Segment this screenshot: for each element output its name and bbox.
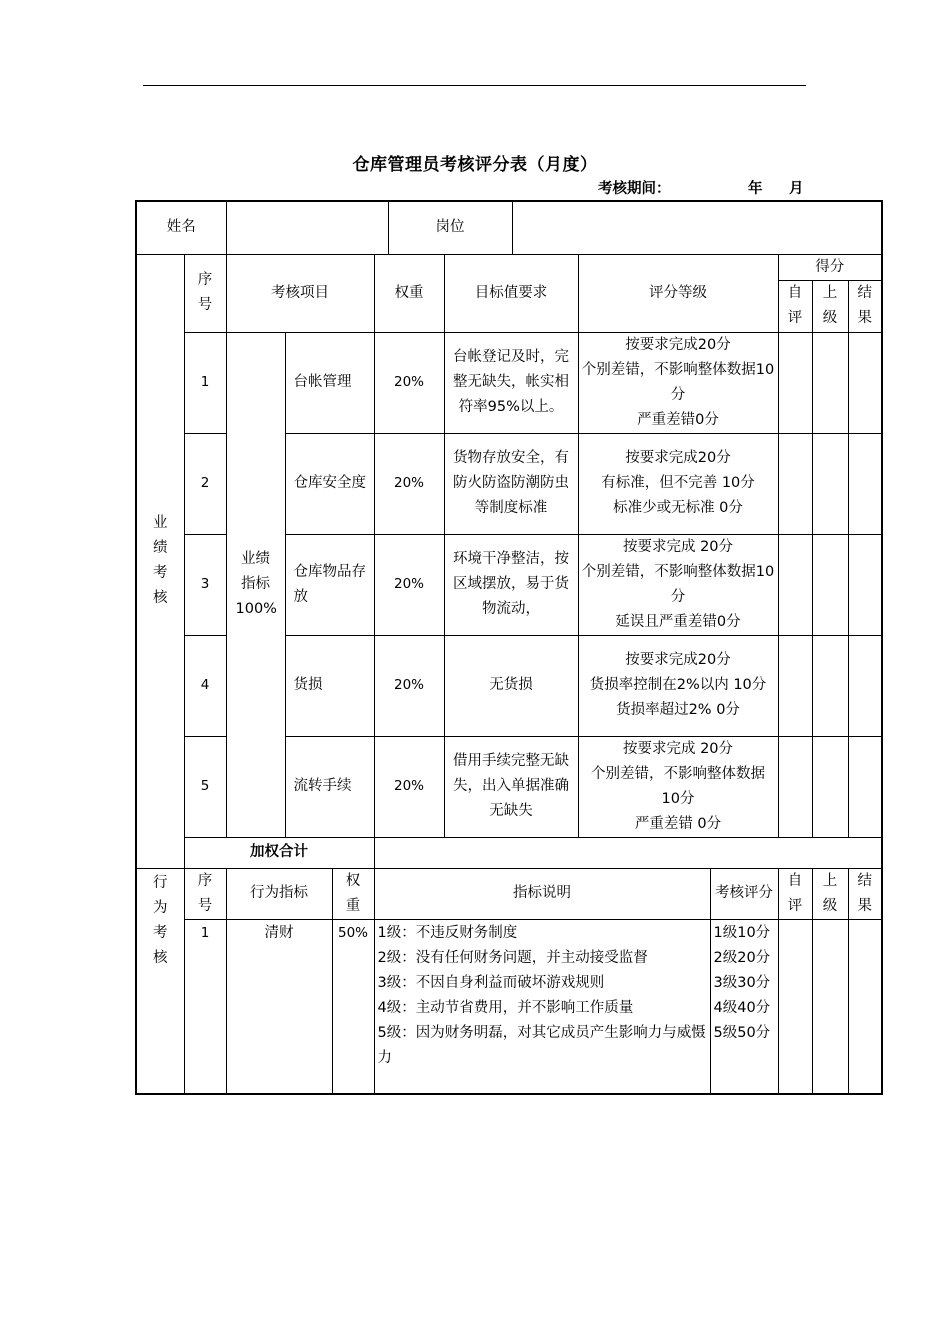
perf-col-target: 目标值要求 xyxy=(444,254,578,332)
perf-grade xyxy=(578,433,778,534)
beh-weight: 50% xyxy=(332,919,374,1094)
beh-col-indicator: 行为指标 xyxy=(226,868,332,919)
perf-item: 仓库安全度 xyxy=(285,433,374,534)
perf-col-self: 自评 xyxy=(778,280,812,332)
beh-col-weight: 权重 xyxy=(332,868,374,919)
grade-line: 货损率超过2% 0分 xyxy=(616,702,740,718)
beh-col-desc: 指标说明 xyxy=(374,868,710,919)
level-line: 5级50分 xyxy=(713,1024,771,1041)
behavior-section-label: 行为考核 xyxy=(136,868,184,1094)
perf-superior-score[interactable] xyxy=(812,534,848,635)
grade-line: 有标准，但不完善 10分 xyxy=(601,475,755,491)
grade-line: 个别差错，不影响整体数据10分 xyxy=(581,563,775,605)
level-line: 3级30分 xyxy=(713,974,771,991)
desc-line: 1级：不违反财务制度 xyxy=(377,924,518,941)
beh-col-result: 结果 xyxy=(848,868,882,919)
perf-col-score: 得分 xyxy=(778,254,882,280)
header-row xyxy=(136,201,882,254)
beh-result-score[interactable] xyxy=(848,919,882,1094)
name-field[interactable] xyxy=(226,201,388,254)
performance-header-row xyxy=(136,254,882,280)
beh-col-self: 自评 xyxy=(778,868,812,919)
perf-self-score[interactable] xyxy=(778,534,812,635)
level-line: 1级10分 xyxy=(713,924,771,941)
weighted-total-label: 加权合计 xyxy=(184,837,374,868)
perf-col-weight: 权重 xyxy=(374,254,444,332)
page-title: 仓库管理员考核评分表（月度） xyxy=(352,155,598,175)
beh-col-seq: 序号 xyxy=(184,868,226,919)
period-year: 年 xyxy=(748,181,763,197)
period-label: 考核期间： xyxy=(598,181,671,197)
grade-line: 按要求完成 20分 xyxy=(622,740,734,757)
perf-seq: 3 xyxy=(184,534,226,635)
beh-desc xyxy=(374,919,710,1094)
perf-self-score[interactable] xyxy=(778,332,812,433)
perf-superior-score[interactable] xyxy=(812,332,848,433)
performance-section-label: 业绩考核 xyxy=(136,254,184,868)
top-rule xyxy=(143,85,806,86)
perf-col-grade: 评分等级 xyxy=(578,254,778,332)
perf-seq: 1 xyxy=(184,332,226,433)
grade-line: 严重差错 0分 xyxy=(634,815,722,832)
perf-weight: 20% xyxy=(374,433,444,534)
position-label: 岗位 xyxy=(388,201,512,254)
weighted-total-value[interactable] xyxy=(374,837,882,868)
name-label: 姓名 xyxy=(136,201,226,254)
perf-grade xyxy=(578,736,778,837)
desc-line: 3级：不因自身利益而破坏游戏规则 xyxy=(377,974,605,991)
perf-item: 台帐管理 xyxy=(285,332,374,433)
perf-weight: 20% xyxy=(374,534,444,635)
perf-grade xyxy=(578,635,778,736)
grade-line: 按要求完成20分 xyxy=(625,336,731,353)
weighted-total-row xyxy=(136,837,882,868)
perf-target: 无货损 xyxy=(444,635,578,736)
perf-col-item: 考核项目 xyxy=(226,254,374,332)
grade-line: 延误且严重差错0分 xyxy=(615,613,741,630)
perf-result-score[interactable] xyxy=(848,332,882,433)
position-field[interactable] xyxy=(512,201,882,254)
perf-self-score[interactable] xyxy=(778,736,812,837)
perf-grade xyxy=(578,332,778,433)
perf-weight: 20% xyxy=(374,635,444,736)
perf-item: 流转手续 xyxy=(285,736,374,837)
perf-superior-score[interactable] xyxy=(812,736,848,837)
beh-indicator: 清财 xyxy=(226,919,332,1094)
perf-col-superior: 上级 xyxy=(812,280,848,332)
table-row xyxy=(136,919,882,1094)
perf-grade xyxy=(578,534,778,635)
level-line: 2级20分 xyxy=(713,949,771,966)
table-row xyxy=(136,332,882,433)
perf-superior-score[interactable] xyxy=(812,635,848,736)
perf-result-score[interactable] xyxy=(848,433,882,534)
behavior-header-row xyxy=(136,868,882,919)
perf-weight: 20% xyxy=(374,332,444,433)
perf-weight: 20% xyxy=(374,736,444,837)
perf-item: 仓库物品存放 xyxy=(285,534,374,635)
perf-seq: 5 xyxy=(184,736,226,837)
period-month: 月 xyxy=(789,181,804,197)
perf-item: 货损 xyxy=(285,635,374,736)
beh-col-superior: 上级 xyxy=(812,868,848,919)
perf-result-score[interactable] xyxy=(848,534,882,635)
level-line: 4级40分 xyxy=(713,999,771,1016)
beh-col-eval: 考核评分 xyxy=(710,868,778,919)
perf-result-score[interactable] xyxy=(848,736,882,837)
perf-seq: 2 xyxy=(184,433,226,534)
perf-target: 台帐登记及时，完整无缺失，帐实相符率95%以上。 xyxy=(444,332,578,433)
grade-line: 标准少或无标准 0分 xyxy=(613,500,743,516)
desc-line: 2级：没有任何财务问题，并主动接受监督 xyxy=(377,949,648,966)
perf-superior-score[interactable] xyxy=(812,433,848,534)
grade-line: 严重差错0分 xyxy=(637,411,719,428)
perf-target: 环境干净整洁，按区域摆放，易于货物流动， xyxy=(444,534,578,635)
grade-line: 个别差错，不影响整体数据 10分 xyxy=(591,765,765,807)
grade-line: 货损率控制在2%以内 10分 xyxy=(589,677,767,693)
grade-line: 按要求完成20分 xyxy=(625,652,731,668)
perf-col-seq: 序号 xyxy=(184,254,226,332)
beh-superior-score[interactable] xyxy=(812,919,848,1094)
assessment-table xyxy=(135,200,883,1095)
perf-result-score[interactable] xyxy=(848,635,882,736)
grade-line: 个别差错，不影响整体数据10分 xyxy=(581,361,775,403)
perf-self-score[interactable] xyxy=(778,635,812,736)
perf-target: 借用手续完整无缺失，出入单据准确无缺失 xyxy=(444,736,578,837)
perf-col-result: 结果 xyxy=(848,280,882,332)
desc-line: 4级：主动节省费用，并不影响工作质量 xyxy=(377,999,634,1016)
perf-self-score[interactable] xyxy=(778,433,812,534)
perf-group-label: 业绩指标100% xyxy=(226,332,285,837)
grade-line: 按要求完成 20分 xyxy=(622,538,734,555)
grade-line: 按要求完成20分 xyxy=(625,450,731,466)
beh-levels xyxy=(710,919,778,1094)
perf-seq: 4 xyxy=(184,635,226,736)
desc-line: 5级：因为财务明磊，对其它成员产生影响力与威慑力 xyxy=(377,1024,706,1066)
beh-seq: 1 xyxy=(184,919,226,1094)
beh-self-score[interactable] xyxy=(778,919,812,1094)
perf-target: 货物存放安全，有防火防盗防潮防虫等制度标准 xyxy=(444,433,578,534)
